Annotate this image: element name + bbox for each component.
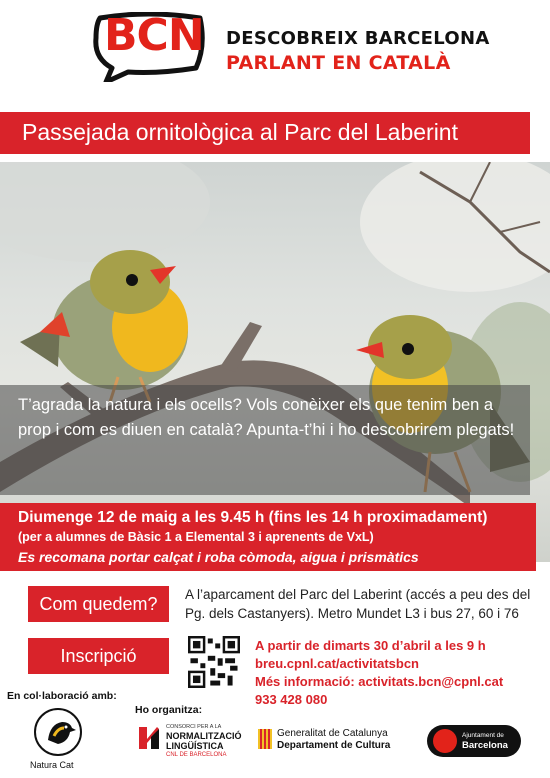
natura-cat-logo [34,708,82,756]
bird-photo [0,162,550,562]
cpnl-logo-icon [137,725,161,751]
intro-box [0,385,530,495]
signup-info [255,637,503,709]
bcn-logo-text: BCN [104,10,204,61]
signup-link[interactable]: breu.cpnl.cat/activitatsbcn [255,656,419,671]
signup-date: A partir de dimarts 30 d’abril a les 9 h [255,638,486,653]
signup-phone[interactable]: 933 428 080 [255,692,328,707]
header-line-1: DESCOBREIX BARCELONA [226,28,490,49]
generalitat-line-2: Departament de Cultura [277,740,391,751]
meeting-text: A l’aparcament del Parc del Laberint (accés a peu des del Pg. dels Castanyers). Metro Mundet L3 i bus 27, 60 i 76 [185,587,531,621]
cpnl-line-3: LINGÜÍSTICA [166,741,224,751]
intro-text: T’agrada la natura i els ocells? Vols conèixer els que tenim ben a prop i com es diuen en català? Apunta-t’hi i ho descobrirem plegats! [18,396,515,439]
generalitat-icon [258,729,272,749]
cpnl-line-1: CONSORCI PER A LA [166,724,222,730]
page-title: Passejada ornitològica al Parc del Laberint [22,119,458,145]
ajuntament-shield-icon [433,729,457,753]
bird-illustration [0,162,550,562]
bird-icon [36,710,80,754]
generalitat-line-1: Generalitat de Catalunya [277,728,388,739]
qr-code-icon[interactable] [188,636,240,688]
date-note: Es recomana portar calçat i roba còmoda, aigua i prismàtics [18,549,419,565]
meeting-button[interactable]: Com quedem? [28,586,169,622]
date-audience: (per a alumnes de Bàsic 1 a Elemental 3 i aprenents de VxL) [18,530,374,544]
organizer-label: Ho organitza: [135,704,203,716]
collab-label: En col·laboració amb: [7,690,117,702]
title-bar [0,112,530,154]
date-box [0,503,536,571]
header-line-2: PARLANT EN CATALÀ [226,52,451,74]
cpnl-line-2: NORMALITZACIÓ [166,731,242,741]
natura-cat-name: Natura Cat [30,760,74,770]
date-main: Diumenge 12 de maig a les 9.45 h (fins les 14 h proximadament) [18,509,488,526]
cpnl-line-4: CNL DE BARCELONA [166,752,227,758]
ajuntament-line-2: Barcelona [462,740,508,751]
signup-button[interactable]: Inscripció [28,638,169,674]
signup-email[interactable]: Més informació: activitats.bcn@cpnl.cat [255,674,504,689]
ajuntament-line-1: Ajuntament de [462,732,504,739]
